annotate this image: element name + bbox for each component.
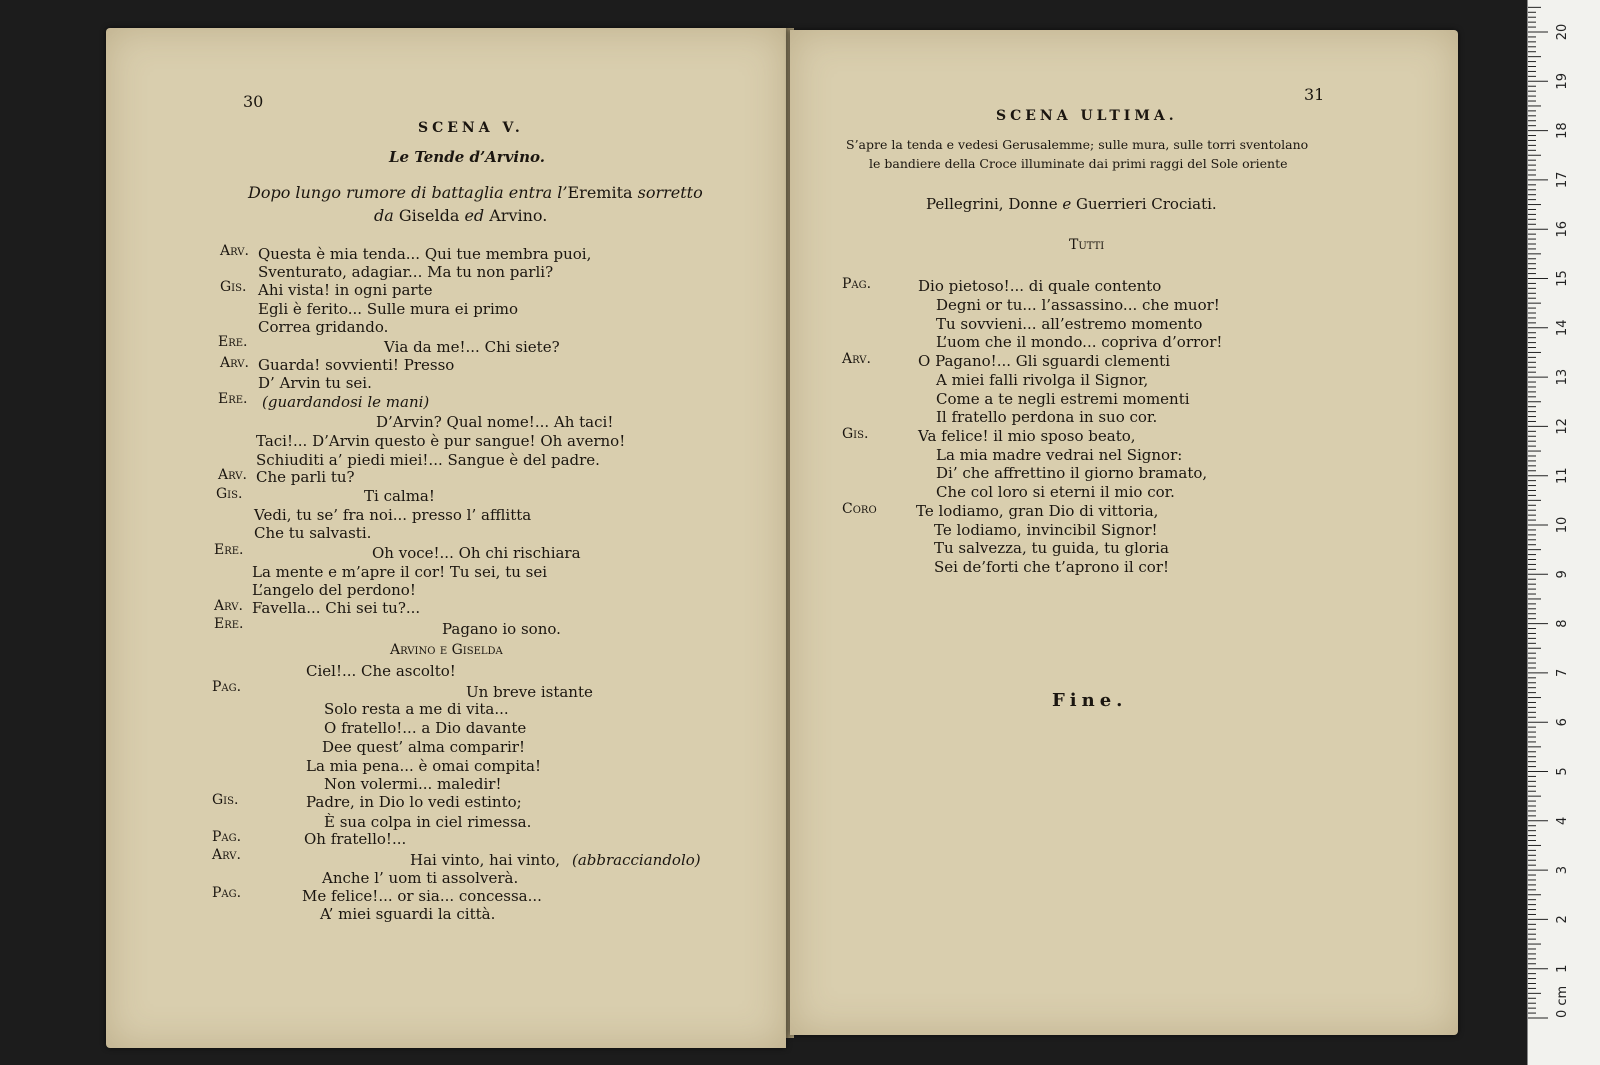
verse-line: Taci!... D’Arvin questo è pur sangue! Oh averno! (256, 432, 626, 450)
verse-line: Tu sovvieni... all’estremo momento (936, 315, 1203, 333)
verse-line: Va felice! il mio sposo beato, (918, 427, 1136, 445)
speaker-label: Pag. (212, 829, 242, 845)
verse-line: Sventurato, adagiar... Ma tu non parli? (258, 263, 554, 281)
speaker-label: Gis. (842, 426, 869, 442)
speaker-label: Gis. (216, 486, 243, 502)
ruler-label: 11 (1555, 467, 1570, 484)
verse-line: Degni or tu... l’assassino... che muor! (936, 296, 1220, 314)
speaker-label: Arv. (214, 598, 243, 614)
verse-line: Te lodiamo, gran Dio di vittoria, (916, 502, 1159, 520)
verse-line: Ahi vista! in ogni parte (258, 281, 433, 299)
verse-line: O fratello!... a Dio davante (324, 719, 527, 737)
verse-line: Egli è ferito... Sulle mura ei primo (258, 300, 519, 318)
speaker-label: Ere. (218, 334, 248, 350)
left-page (106, 28, 786, 1048)
verse-line: La mia madre vedrai nel Signor: (936, 446, 1183, 464)
ruler-label: 5 (1555, 767, 1570, 776)
verse-line: Ti calma! (364, 487, 435, 505)
speaker-group: Tutti (1069, 237, 1105, 253)
verse-line: La mia pena... è omai compita! (306, 757, 542, 775)
speaker-label: Arv. (842, 351, 871, 367)
scene-heading: SCENA ULTIMA. (996, 108, 1178, 124)
ruler-label: 0 cm (1555, 985, 1570, 1018)
verse-line: La mente e m’apre il cor! Tu sei, tu sei (252, 563, 548, 581)
verse-line: A’ miei sguardi la città. (320, 905, 496, 923)
ruler-label: 8 (1555, 619, 1570, 628)
ruler-label: 20 (1555, 23, 1570, 41)
speaker-label: Pag. (842, 276, 872, 292)
verse-line: Un breve istante (466, 683, 593, 701)
verse-line: Te lodiamo, invincibil Signor! (934, 521, 1158, 539)
verse-line: L’uom che il mondo... copriva d’orror! (936, 333, 1223, 351)
verse-line: Il fratello perdona in suo cor. (936, 408, 1158, 426)
speaker-label: Gis. (220, 279, 247, 295)
ruler-label: 3 (1555, 865, 1570, 875)
right-page (790, 30, 1458, 1035)
speaker-label: Pag. (212, 885, 242, 901)
verse-line: Sei de’forti che t’aprono il cor! (934, 558, 1170, 576)
verse-line: Di’ che affrettino il giorno bramato, (936, 464, 1208, 482)
verse-line: D’Arvin? Qual nome!... Ah taci! (376, 413, 614, 431)
verse-line: Non volermi... maledir! (324, 775, 502, 793)
verse-line: Dee quest’ alma comparir! (322, 738, 525, 756)
page-number: 31 (1304, 85, 1325, 104)
stage-direction-line: da Giselda ed Arvino. (374, 206, 548, 225)
page-number: 30 (243, 92, 264, 111)
verse-line: Schiuditi a’ piedi miei!... Sangue è del padre. (256, 451, 600, 469)
verse-line: Oh fratello!... (304, 830, 407, 848)
ruler-label: 4 (1555, 816, 1570, 825)
verse-line: Me felice!... or sia... concessa... (302, 887, 542, 905)
speaker-label: Arv. (220, 243, 249, 259)
verse-line: Anche l’ uom ti assolverà. (322, 869, 519, 887)
speaker-label: Ere. (214, 616, 244, 632)
stage-direction: le bandiere della Croce illuminate dai primi raggi del Sole oriente (869, 156, 1288, 171)
ruler-label: 13 (1555, 368, 1570, 386)
verse-line: Che tu salvasti. (254, 524, 372, 542)
verse-line: Tu salvezza, tu guida, tu gloria (934, 539, 1169, 557)
stage-direction: S’apre la tenda e vedesi Gerusalemme; sulle mura, sulle torri sventolano (846, 137, 1309, 152)
measurement-ruler (1527, 0, 1600, 1065)
verse-line: L’angelo del perdono! (252, 581, 416, 599)
ruler-label: 7 (1555, 668, 1570, 678)
scene-heading: SCENA V. (418, 120, 524, 136)
verse-line: Guarda! sovvienti! Presso (258, 356, 455, 374)
ruler-label: 17 (1555, 171, 1570, 189)
ruler-label: 16 (1555, 220, 1570, 238)
ruler-label: 15 (1555, 270, 1570, 287)
verse-line: Hai vinto, hai vinto, (410, 851, 561, 869)
ruler-label: 14 (1555, 319, 1570, 337)
verse-line: Solo resta a me di vita... (324, 700, 509, 718)
verse-line: Che parli tu? (256, 468, 355, 486)
verse-line: Correa gridando. (258, 318, 389, 336)
ruler-label: 10 (1555, 516, 1570, 534)
speaker-label: Coro (842, 501, 877, 517)
verse-line: Oh voce!... Oh chi rischiara (372, 544, 581, 562)
speaker-label: Pag. (212, 679, 242, 695)
verse-line: Che col loro si eterni il mio cor. (936, 483, 1175, 501)
scene-setting: Le Tende d’Arvino. (389, 148, 545, 166)
ruler-label: 1 (1555, 964, 1570, 973)
ruler-scale (1528, 0, 1600, 1065)
end-mark: Fine. (1052, 690, 1128, 711)
characters-line: Pellegrini, Donne e Guerrieri Crociati. (926, 195, 1217, 213)
verse-line: O Pagano!... Gli sguardi clementi (918, 352, 1171, 370)
stage-direction: (guardandosi le mani) (262, 393, 430, 411)
ruler-label: 9 (1555, 570, 1570, 579)
ruler-label: 12 (1555, 418, 1570, 435)
speaker-label: Gis. (212, 792, 239, 808)
verse-line: Vedi, tu se’ fra noi... presso l’ afflitta (254, 506, 532, 524)
verse-line: Come a te negli estremi momenti (936, 390, 1190, 408)
speaker-label: Arv. (220, 355, 249, 371)
verse-line: Padre, in Dio lo vedi estinto; (306, 793, 522, 811)
verse-line: Pagano io sono. (442, 620, 561, 638)
ruler-label: 18 (1555, 122, 1570, 139)
speaker-group: Arvino e Giselda (390, 642, 503, 658)
verse-line: Dio pietoso!... di quale contento (918, 277, 1162, 295)
verse-line: Favella... Chi sei tu?... (252, 599, 421, 617)
ruler-label: 19 (1555, 73, 1570, 90)
ruler-label: 2 (1555, 915, 1570, 924)
speaker-label: Ere. (218, 391, 248, 407)
ruler-label: 6 (1555, 718, 1570, 727)
stage-direction-line: Dopo lungo rumore di battaglia entra l’Eremita sorretto (248, 183, 703, 202)
speaker-label: Arv. (212, 847, 241, 863)
stage-direction: (abbracciandolo) (572, 851, 701, 869)
speaker-label: Ere. (214, 542, 244, 558)
speaker-label: Arv. (218, 467, 247, 483)
verse-line: D’ Arvin tu sei. (258, 374, 372, 392)
verse-line: Questa è mia tenda... Qui tue membra puoi, (258, 245, 592, 263)
verse-line: Via da me!... Chi siete? (384, 338, 560, 356)
verse-line: A miei falli rivolga il Signor, (936, 371, 1149, 389)
verse-line: Ciel!... Che ascolto! (306, 662, 456, 680)
verse-line: È sua colpa in ciel rimessa. (324, 813, 532, 831)
